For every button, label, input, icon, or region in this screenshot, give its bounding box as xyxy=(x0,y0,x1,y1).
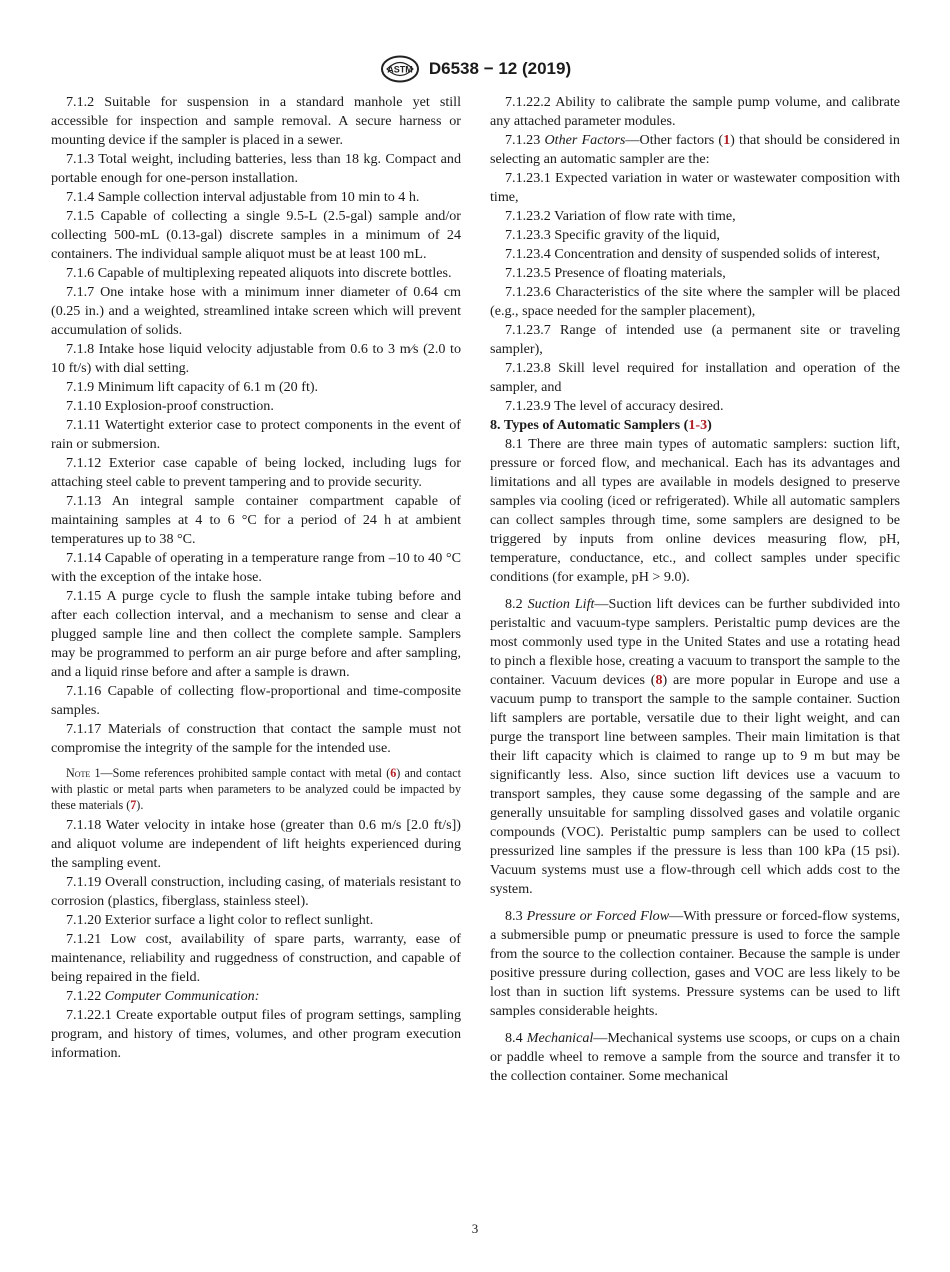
paragraph-7-1-23-6: 7.1.23.6 Characteristics of the site where the sampler will be placed (e.g., space needed for the sampler placement), xyxy=(490,284,900,319)
paragraph-7-1-11: 7.1.11 Watertight exterior case to protect components in the event of rain or submersion. xyxy=(51,417,461,452)
paragraph-7-1-10: 7.1.10 Explosion-proof construction. xyxy=(66,398,274,414)
paragraph-7-1-14: 7.1.14 Capable of operating in a temperature range from –10 to 40 °C with the exception of the intake hose. xyxy=(51,550,461,585)
page-header xyxy=(0,54,950,84)
paragraph-number: 8.4 xyxy=(505,1030,527,1046)
paragraph-8-2 xyxy=(490,595,900,899)
paragraph-text: —With pressure or forced-flow systems, a submersible pump or pneumatic pressure is used to force the sample from the source to the collection container. Because the sample is under positive pressure during collection, gases and VOC are less likely to be lost than in suction lift systems. Pressure systems can be used to lift samples considerable heights. xyxy=(490,908,901,1019)
reference-link-1-3[interactable]: 1-3 xyxy=(688,417,708,433)
paragraph-7-1-23-1: 7.1.23.1 Expected variation in water or wastewater composition with time, xyxy=(490,170,900,205)
paragraph-7-1-2: 7.1.2 Suitable for suspension in a standard manhole yet still accessible for inspection and sample removal. A secure harness or mounting device if the sampler is placed in a sewer. xyxy=(51,94,461,148)
reference-link-1[interactable]: 1 xyxy=(723,132,731,148)
paragraph-7-1-13: 7.1.13 An integral sample container compartment capable of maintaining samples at 4 to 6 °C for a period of 24 h at ambient temperatures up to 38 °C. xyxy=(51,493,461,547)
svg-text:ASTM: ASTM xyxy=(387,64,413,75)
paragraph-8-3 xyxy=(490,907,900,1021)
paragraph-title: Mechanical xyxy=(526,1030,594,1046)
paragraph-7-1-3: 7.1.3 Total weight, including batteries, less than 18 kg. Compact and portable enough for one-person installation. xyxy=(51,151,461,186)
paragraph-7-1-8: 7.1.8 Intake hose liquid velocity adjustable from 0.6 to 3 m⁄s (2.0 to 10 ft/s) with dial setting. xyxy=(51,341,461,376)
note-label: Note 1 xyxy=(66,766,101,780)
astm-logo xyxy=(379,54,421,84)
paragraph-7-1-15: 7.1.15 A purge cycle to flush the sample intake tubing before and after each collection interval, and a mechanism to sense and clear a plugged sample line and then collect the complete sample. Samplers may be programmed to perform an air purge before and after sampling, and a liquid rinse before and after a sample is drawn. xyxy=(51,588,461,680)
paragraph-7-1-23-2: 7.1.23.2 Variation of flow rate with time, xyxy=(505,208,736,224)
reference-link-8[interactable]: 8 xyxy=(655,672,663,688)
section-heading-8 xyxy=(490,416,900,435)
paragraph-7-1-16: 7.1.16 Capable of collecting flow-proportional and time-composite samples. xyxy=(51,683,461,718)
paragraph-7-1-19: 7.1.19 Overall construction, including casing, of materials resistant to corrosion (plastics, fiberglass, stainless steel). xyxy=(51,874,461,909)
paragraph-7-1-6: 7.1.6 Capable of multiplexing repeated aliquots into discrete bottles. xyxy=(66,265,452,281)
section-title-close: ) xyxy=(707,417,712,433)
paragraph-text-a: —Suction lift devices can be further subdivided into peristaltic and vacuum-type samplers. Peristaltic pump devices are the most commonly used type in the United States and use a rotating head to pinch a flexible hose, creating a vacuum to transport the sample to the container. Vacuum devices ( xyxy=(490,596,901,688)
paragraph-7-1-22-1: 7.1.22.1 Create exportable output files of program settings, sampling program, and history of times, volumes, and other program execution information. xyxy=(51,1007,461,1061)
paragraph-number: 8.2 xyxy=(505,596,528,612)
paragraph-number: 7.1.22 xyxy=(66,988,105,1004)
reference-link-6[interactable]: 6 xyxy=(390,766,397,780)
paragraph-7-1-23 xyxy=(490,131,900,169)
paragraph-7-1-7: 7.1.7 One intake hose with a minimum inner diameter of 0.64 cm (0.25 in.) and a weighted, streamlined intake screen which will prevent accumulation of solids. xyxy=(51,284,461,338)
paragraph-number: 8.3 xyxy=(505,908,527,924)
page-number: 3 xyxy=(471,1221,479,1236)
paragraph-text-b: ) that should be considered in selecting an automatic sampler are the: xyxy=(490,132,900,167)
paragraph-7-1-18: 7.1.18 Water velocity in intake hose (greater than 0.6 m/s [2.0 ft/s]) and aliquot volume are independent of lift heights experienced during the sampling event. xyxy=(51,817,461,871)
paragraph-7-1-23-9: 7.1.23.9 The level of accuracy desired. xyxy=(505,398,724,414)
reference-link-7[interactable]: 7 xyxy=(130,798,137,812)
paragraph-7-1-12: 7.1.12 Exterior case capable of being locked, including lugs for attaching steel cable to prevent tampering and to provide security. xyxy=(51,455,461,490)
paragraph-7-1-20: 7.1.20 Exterior surface a light color to reflect sunlight. xyxy=(66,912,374,928)
left-column xyxy=(51,93,461,1063)
paragraph-7-1-23-8: 7.1.23.8 Skill level required for installation and operation of the sampler, and xyxy=(490,360,900,395)
paragraph-7-1-23-4: 7.1.23.4 Concentration and density of suspended solids of interest, xyxy=(505,246,880,262)
note-text-c: ). xyxy=(136,798,144,812)
paragraph-7-1-22 xyxy=(51,987,461,1006)
paragraph-text-b: ) are more popular in Europe and use a vacuum pump to transport the sample to the sample container. Suction lift samplers are portable, versatile due to their light weight, and can purge the transport line between samples. Their main limitation is that their lift capacity which is claimed to range up to 9 m but may be significantly less. Also, since suction lift devices use a vacuum to transport samples, they cause some degassing of the sample and are generally unsuitable for sampling dissolved gases and volatile organic compounds (VOC). Peristaltic pump samplers can be used to collect pressurized line samples if the pressure is less than 100 kPa (15 psi). Vacuum systems must use a flow-through cell which adds cost to the system. xyxy=(490,672,900,897)
paragraph-number: 7.1.23 xyxy=(505,132,545,148)
paragraph-7-1-23-5: 7.1.23.5 Presence of floating materials, xyxy=(505,265,726,281)
paragraph-7-1-4: 7.1.4 Sample collection interval adjustable from 10 min to 4 h. xyxy=(66,189,420,205)
paragraph-8-1: 8.1 There are three main types of automatic samplers: suction lift, pressure or forced flow, and mechanical. Each has its advantages and limitations and all types are available in models designed to preserve samples via cooling (iced or refrigerated). While all automatic samplers can collect samples through time, some samplers are designed to be triggered by inputs from online devices measuring flow, pH, temperature, conductance, etc., and collect samples under specific conditions (for example, pH > 9.0). xyxy=(490,436,900,585)
paragraph-title: Other Factors xyxy=(544,132,626,148)
paragraph-7-1-9: 7.1.9 Minimum lift capacity of 6.1 m (20 ft). xyxy=(66,379,319,395)
note-text-b: ) and contact with plastic or metal parts when parameters to be analyzed could be impacted by these materials ( xyxy=(51,766,461,812)
paragraph-text-a: —Other factors ( xyxy=(625,132,724,148)
document-id: D6538 − 12 (2019) xyxy=(428,59,572,78)
paragraph-title: Computer Communication: xyxy=(104,988,260,1004)
paragraph-title: Suction Lift xyxy=(527,596,595,612)
paragraph-8-4 xyxy=(490,1029,900,1086)
section-title: 8. Types of Automatic Samplers ( xyxy=(490,417,689,433)
note-text-a: —Some references prohibited sample contact with metal ( xyxy=(100,766,391,780)
paragraph-7-1-21: 7.1.21 Low cost, availability of spare parts, warranty, ease of maintenance, reliability and ruggedness of construction, and capable of being repaired in the field. xyxy=(51,931,461,985)
paragraph-7-1-23-7: 7.1.23.7 Range of intended use (a permanent site or traveling sampler), xyxy=(490,322,900,357)
paragraph-7-1-17: 7.1.17 Materials of construction that contact the sample must not compromise the integrity of the sample for the intended use. xyxy=(51,721,461,756)
note-1 xyxy=(51,765,461,813)
paragraph-7-1-23-3: 7.1.23.3 Specific gravity of the liquid, xyxy=(505,227,720,243)
paragraph-title: Pressure or Forced Flow xyxy=(526,908,670,924)
right-column xyxy=(490,93,900,1086)
paragraph-text: —Mechanical systems use scoops, or cups on a chain or paddle wheel to remove a sample from the source and transfer it to the collection container. Some mechanical xyxy=(490,1030,900,1084)
paragraph-7-1-22-2: 7.1.22.2 Ability to calibrate the sample pump volume, and calibrate any attached parameter modules. xyxy=(490,94,900,129)
paragraph-7-1-5: 7.1.5 Capable of collecting a single 9.5-L (2.5-gal) sample and/or collecting 500-mL (0.13-gal) discrete samples in a minimum of 24 containers. The individual sample aliquot must be at least 100 mL. xyxy=(51,208,461,262)
